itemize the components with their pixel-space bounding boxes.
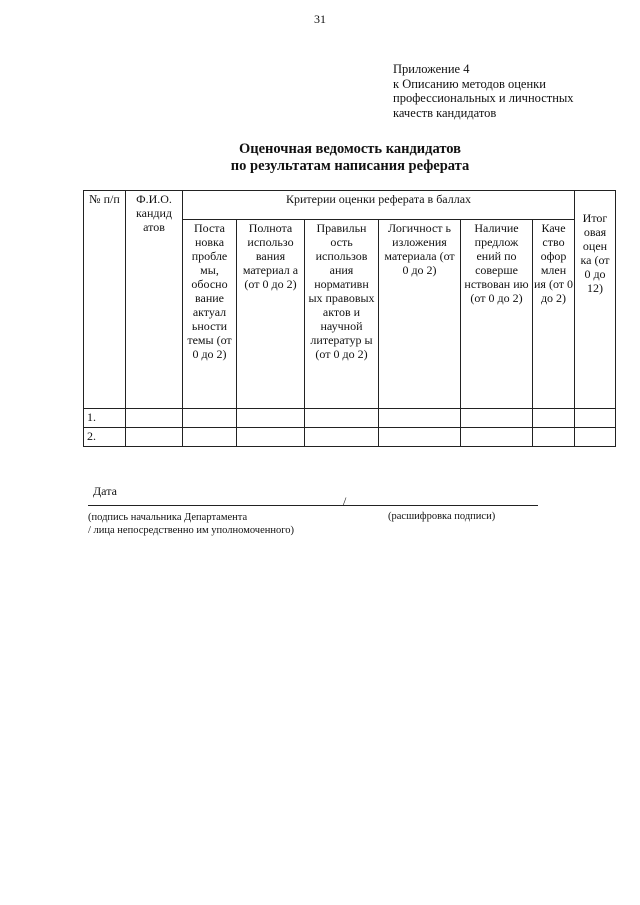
signature-caption-line: (подпись начальника Департамента xyxy=(88,512,248,523)
date-label: Дата xyxy=(93,484,117,498)
appendix-line: качеств кандидатов xyxy=(393,105,497,120)
appendix-line: к Описанию методов оценки xyxy=(393,76,546,91)
header-total: Итог овая оцен ка (от 0 до 12) xyxy=(575,191,616,409)
signature-caption-left xyxy=(88,511,294,537)
header-criterion-4: Логичност ь изложения материала (от 0 до 2) xyxy=(379,220,461,409)
header-row-1 xyxy=(84,191,616,220)
appendix-line: Приложение 4 xyxy=(393,62,470,76)
table-cell[interactable] xyxy=(183,428,237,447)
header-criteria: Критерии оценки реферата в баллах xyxy=(183,191,575,220)
signature-line[interactable] xyxy=(88,505,538,506)
header-name: Ф.И.О. кандид атов xyxy=(126,191,183,409)
row-number: 2. xyxy=(84,428,126,447)
document-title xyxy=(0,141,640,175)
title-line-2: по результатам написания реферата xyxy=(230,158,470,174)
table-cell[interactable] xyxy=(379,409,461,428)
table-cell[interactable] xyxy=(305,428,379,447)
signature-caption-right: (расшифровка подписи) xyxy=(388,511,496,522)
header-criterion-1: Поста новка пробле мы, обосно вание актуал ьности темы (от 0 до 2) xyxy=(183,220,237,409)
appendix-note xyxy=(393,62,574,120)
title-line-1: Оценочная ведомость кандидатов xyxy=(238,141,461,157)
table-cell[interactable] xyxy=(461,428,533,447)
table-cell[interactable] xyxy=(237,409,305,428)
header-criterion-3: Правильн ость использов ания нормативн ых правовых актов и научной литератур ы (от 0 до 2) xyxy=(305,220,379,409)
table-cell[interactable] xyxy=(183,409,237,428)
row-number: 1. xyxy=(84,409,126,428)
table-cell[interactable] xyxy=(575,409,616,428)
table-cell[interactable] xyxy=(575,428,616,447)
header-criterion-5: Наличие предлож ений по соверше нствован ию (от 0 до 2) xyxy=(461,220,533,409)
table-row xyxy=(84,409,616,428)
table-cell[interactable] xyxy=(126,409,183,428)
table-cell[interactable] xyxy=(533,428,575,447)
table-cell[interactable] xyxy=(461,409,533,428)
header-num: № п/п xyxy=(84,191,126,409)
table-row xyxy=(84,428,616,447)
signature-caption-line: / лица непосредственно им уполномоченного) xyxy=(88,525,295,536)
header-criterion-6: Каче ство офор млен ия (от 0 до 2) xyxy=(533,220,575,409)
table-cell[interactable] xyxy=(379,428,461,447)
evaluation-table xyxy=(83,190,616,447)
header-criterion-2: Полнота использо вания материал а (от 0 до 2) xyxy=(237,220,305,409)
page-number: 31 xyxy=(314,12,326,26)
table-cell[interactable] xyxy=(237,428,305,447)
table-cell[interactable] xyxy=(305,409,379,428)
signature-slash: / xyxy=(343,494,347,508)
table-cell[interactable] xyxy=(126,428,183,447)
table-cell[interactable] xyxy=(533,409,575,428)
appendix-line: профессиональных и личностных xyxy=(393,91,574,105)
